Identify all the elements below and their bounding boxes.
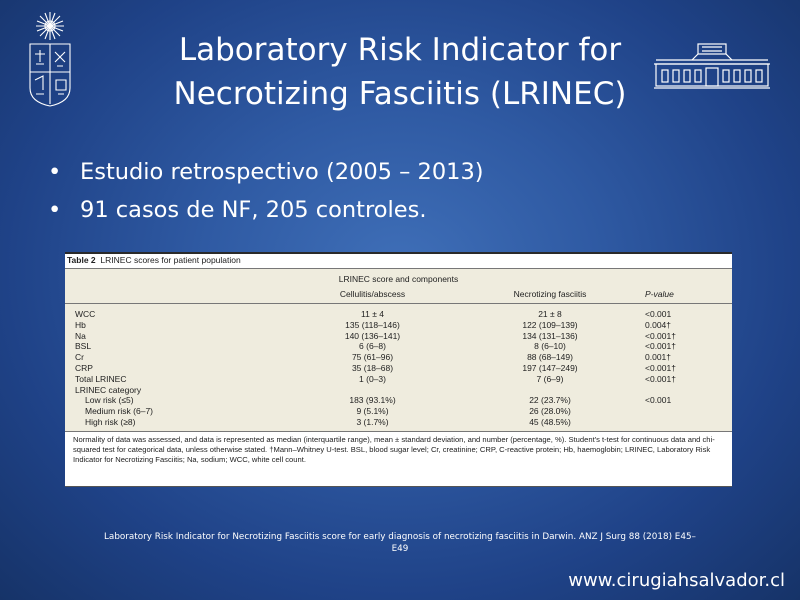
p-value-cell: <0.001† — [645, 330, 676, 341]
p-value-cell — [635, 385, 732, 396]
table-header-band — [65, 268, 732, 304]
table-caption — [65, 254, 732, 268]
necrotizing-fasciitis-cell: 22 (23.7%) — [529, 395, 571, 406]
cellulitis-cell: 6 (6–8) — [359, 341, 386, 352]
cellulitis-cell: 75 (61–96) — [351, 352, 394, 363]
row-label-cell: Na — [75, 330, 86, 341]
necrotizing-fasciitis-cell: 88 (68–149) — [527, 352, 573, 363]
necrotizing-fasciitis-cell: 8 (6–10) — [534, 341, 566, 352]
bullet-item — [48, 191, 748, 229]
lrinec-table-image — [65, 252, 732, 487]
slide-title-line2: Necrotizing Fasciitis (LRINEC) — [173, 76, 627, 112]
cellulitis-cell: 1 (0–3) — [359, 373, 386, 384]
table-row — [65, 352, 732, 363]
table-row — [65, 331, 732, 342]
cellulitis-cell: 140 (136–141) — [344, 330, 401, 341]
bullet-text: Estudio retrospectivo (2005 – 2013) — [80, 159, 484, 185]
p-value-cell: <0.001† — [645, 373, 676, 384]
table-row — [65, 320, 732, 331]
row-label-cell: Low risk (≤5) — [85, 395, 134, 406]
p-value-cell: <0.001† — [645, 341, 676, 352]
p-value-cell: <0.001 — [645, 309, 672, 319]
website-url: www.cirugiahsalvador.cl — [568, 570, 785, 591]
row-label-cell: CRP — [75, 362, 93, 373]
bullet-list — [48, 153, 748, 229]
necrotizing-fasciitis-cell: 7 (6–9) — [536, 373, 564, 384]
column-header-nf: Necrotizing fasciitis — [513, 289, 587, 299]
table-row — [65, 374, 732, 385]
column-header-pvalue: P-value — [645, 289, 674, 299]
row-label-cell: High risk (≥8) — [85, 416, 136, 427]
bullet-text: 91 casos de NF, 205 controles. — [80, 197, 427, 223]
row-label-cell: BSL — [75, 341, 92, 352]
cellulitis-cell — [280, 385, 465, 396]
table-row — [65, 417, 732, 428]
bullet-dot: • — [48, 159, 62, 185]
citation-line2: E49 — [391, 544, 409, 554]
row-label-cell: WCC — [75, 309, 96, 319]
table-footnote: Normality of data was assessed, and data is represented as median (interquartile range), mean ± standard deviation, and number (percentage, %). Student's t-test for continuous data and chi-squared test for categorical data, unless otherwise stated. †Mann–Whitney U-test. BSL, blood sugar level; Cr, creatinine; CRP, C-reactive protein; Hb, haemoglobin; LRINEC, Laboratory Risk Indicator for Necrotizing Fasciitis; Na, sodium; WCC, white cell count. — [65, 431, 732, 465]
row-label-cell: Hb — [75, 319, 86, 330]
table-row — [65, 406, 732, 417]
p-value-cell: 0.004† — [645, 319, 671, 330]
p-value-cell — [635, 417, 732, 428]
necrotizing-fasciitis-cell: 45 (48.5%) — [529, 416, 571, 427]
cellulitis-cell: 183 (93.1%) — [349, 395, 396, 406]
table-body — [65, 304, 732, 431]
p-value-cell: <0.001 — [645, 395, 672, 406]
row-label-cell: Total LRINEC — [75, 373, 127, 384]
row-label-cell: Cr — [75, 352, 84, 363]
table-caption-text: LRINEC scores for patient population — [100, 255, 241, 265]
p-value-cell: 0.001† — [645, 352, 671, 363]
necrotizing-fasciitis-cell — [465, 385, 635, 396]
necrotizing-fasciitis-cell: 26 (28.0%) — [529, 406, 571, 417]
table-row — [65, 395, 732, 406]
table-row — [65, 385, 732, 396]
row-label-cell: LRINEC category — [75, 384, 142, 395]
university-crest-icon — [24, 10, 76, 108]
table-caption-label: Table 2 — [67, 255, 96, 265]
necrotizing-fasciitis-cell: 134 (131–136) — [522, 330, 578, 341]
p-value-cell — [635, 406, 732, 417]
table-row — [65, 363, 732, 374]
slide-title-line1: Laboratory Risk Indicator for — [178, 32, 622, 68]
bullet-dot: • — [48, 197, 62, 223]
citation-line1: Laboratory Risk Indicator for Necrotizing Fasciitis score for early diagnosis of necrotizing fasciitis in Darwin. ANZ J Surg 88 (2018) E45– — [104, 532, 696, 542]
row-label-cell: Medium risk (6–7) — [85, 406, 154, 417]
column-header-cellulitis: Cellulitis/abscess — [339, 289, 406, 299]
bullet-item — [48, 153, 748, 191]
cellulitis-cell: 9 (5.1%) — [356, 406, 389, 417]
table-column-headers — [65, 285, 732, 304]
necrotizing-fasciitis-cell: 21 ± 8 — [538, 309, 562, 319]
table-row — [65, 309, 732, 320]
cellulitis-cell: 135 (118–146) — [345, 319, 400, 330]
table-group-header: LRINEC score and components — [338, 274, 459, 284]
necrotizing-fasciitis-cell: 197 (147–249) — [522, 362, 578, 373]
necrotizing-fasciitis-cell: 122 (109–139) — [522, 319, 578, 330]
table-row — [65, 341, 732, 352]
citation — [70, 531, 730, 555]
cellulitis-cell: 3 (1.7%) — [356, 416, 389, 427]
p-value-cell: <0.001† — [645, 362, 676, 373]
cellulitis-cell: 11 ± 4 — [361, 309, 384, 319]
cellulitis-cell: 35 (18–68) — [351, 362, 394, 373]
slide-title — [110, 28, 690, 116]
